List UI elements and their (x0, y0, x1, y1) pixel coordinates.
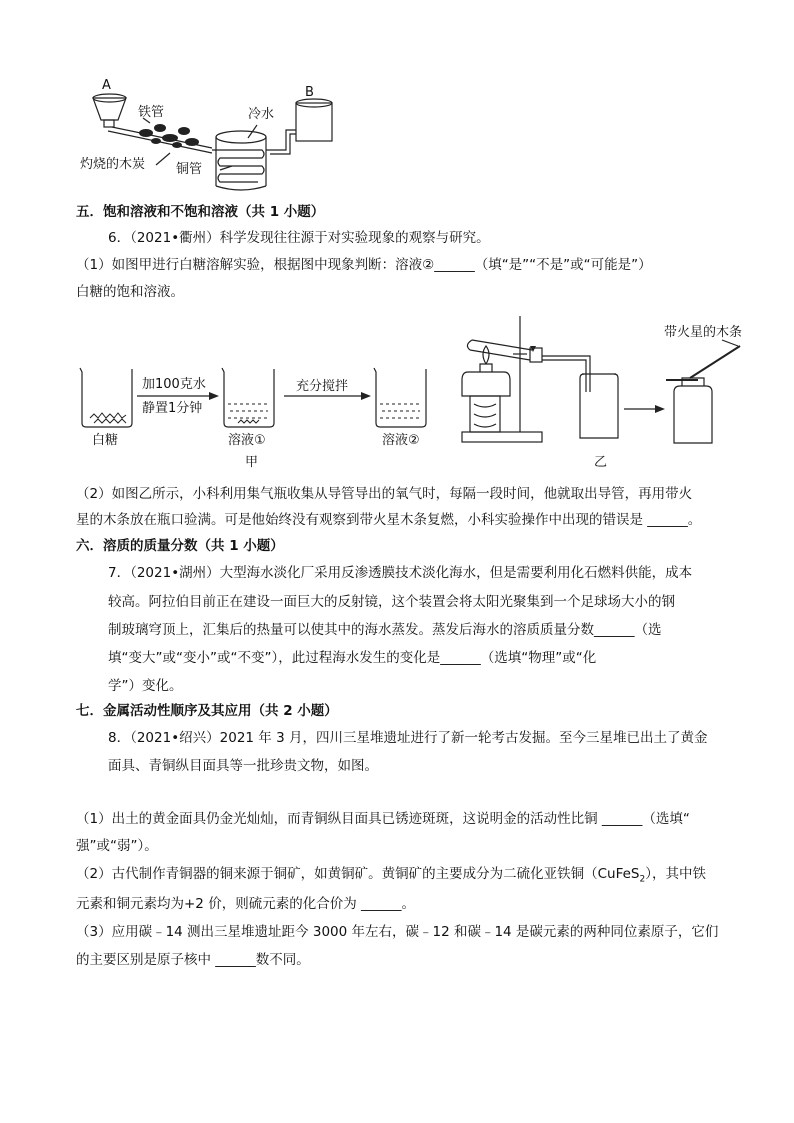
q8-part1-line2: 强”或“弱”）。 (76, 838, 158, 854)
q6-part2-line1: （2）如图乙所示，小科利用集气瓶收集从导管导出的氧气时，每隔一段时间，他就取出导管，再用带火 (76, 486, 693, 502)
q6-stem: 6．（2021•衢州）科学发现往往源于对实验现象的观察与研究。 (108, 230, 490, 246)
label-iron-pipe: 铁管 (138, 105, 165, 120)
q8-part3-line1: （3）应用碳﹣14 测出三星堆遗址距今 3000 年左右，碳﹣12 和碳﹣14 是碳元素的两种同位素原子，它们 (76, 924, 719, 940)
arrow1-bottom-label: 静置1分钟 (142, 401, 203, 416)
q8-part2-line2: 元素和铜元素均为+2 价，则硫元素的化合价为 ______。 (76, 896, 415, 912)
q8-part3-line2: 的主要区别是原子核中 ______数不同。 (76, 952, 310, 968)
q8-part2-line1-text: （2）古代制作青铜器的铜来源于铜矿，如黄铜矿。黄铜矿的主要成分为二硫化亚铁铜（CuFeS (76, 866, 640, 882)
splint-label: 带火星的木条 (664, 325, 743, 340)
q7-line3: 制玻璃穹顶上，汇集后的热量可以使其中的海水蒸发。蒸发后海水的溶质质量分数______（选 (108, 622, 662, 638)
q8-line2: 面具、青铜纵目面具等一批珍贵文物，如图。 (108, 758, 378, 774)
arrow2-top-label: 充分搅拌 (296, 379, 349, 394)
q8-line1: 8．（2021•绍兴）2021 年 3 月，四川三星堆遗址进行了新一轮考古发掘。至今三星堆已出土了黄金 (108, 730, 708, 746)
label-copper-pipe: 铜管 (176, 162, 203, 177)
q6-part1-line2: 白糖的饱和溶液。 (76, 284, 184, 300)
q6-part2-line2: 星的木条放在瓶口验满。可是他始终没有观察到带火星木条复燃，小科实验操作中出现的错误是 ______。 (76, 512, 702, 528)
q7-line4: 填“变大”或“变小”或“不变”），此过程海水发生的变化是______（选填“物理”或“化 (108, 650, 597, 666)
q8-part2-subscript: 2 (639, 874, 646, 885)
beaker2-label: 溶液② (382, 433, 420, 448)
figure-yi-drawing (0, 0, 794, 500)
section6-heading: 六．溶质的质量分数（共 1 小题） (76, 538, 284, 554)
q8-part2-line1 (76, 864, 706, 890)
beaker1-label: 溶液① (228, 433, 266, 448)
label-charcoal: 灼烧的木炭 (80, 157, 146, 172)
q8-part1-line1: （1）出土的黄金面具仍金光灿灿，而青铜纵目面具已锈迹斑斑，这说明金的活动性比铜 ______（选填“ (76, 811, 690, 827)
figure-yi-caption: 乙 (594, 455, 608, 470)
q7-line1: 7．（2021•湖州）大型海水淡化厂采用反渗透膜技术淡化海水，但是需要利用化石燃料供能，成本 (108, 565, 693, 581)
label-a: A (102, 78, 111, 93)
q7-line2: 较高。阿拉伯目前正在建设一面巨大的反射镜，这个装置会将太阳光聚集到一个足球场大小的钢 (108, 594, 675, 610)
q7-line5: 学”）变化。 (108, 678, 183, 694)
arrow1-top-label: 加100克水 (142, 377, 206, 392)
label-cold-water: 冷水 (248, 107, 275, 122)
q6-part1-line1: （1）如图甲进行白糖溶解实验，根据图中现象判断：溶液②______（填“是”“不是”或“可能是”） (76, 257, 652, 273)
section5-heading: 五．饱和溶液和不饱和溶液（共 1 小题） (76, 204, 325, 220)
beaker0-label: 白糖 (92, 433, 119, 448)
section7-heading: 七．金属活动性顺序及其应用（共 2 小题） (76, 703, 338, 719)
figure-jia-caption: 甲 (245, 455, 259, 470)
label-b: B (305, 85, 314, 100)
q8-part2-line1-tail: ），其中铁 (645, 866, 706, 882)
